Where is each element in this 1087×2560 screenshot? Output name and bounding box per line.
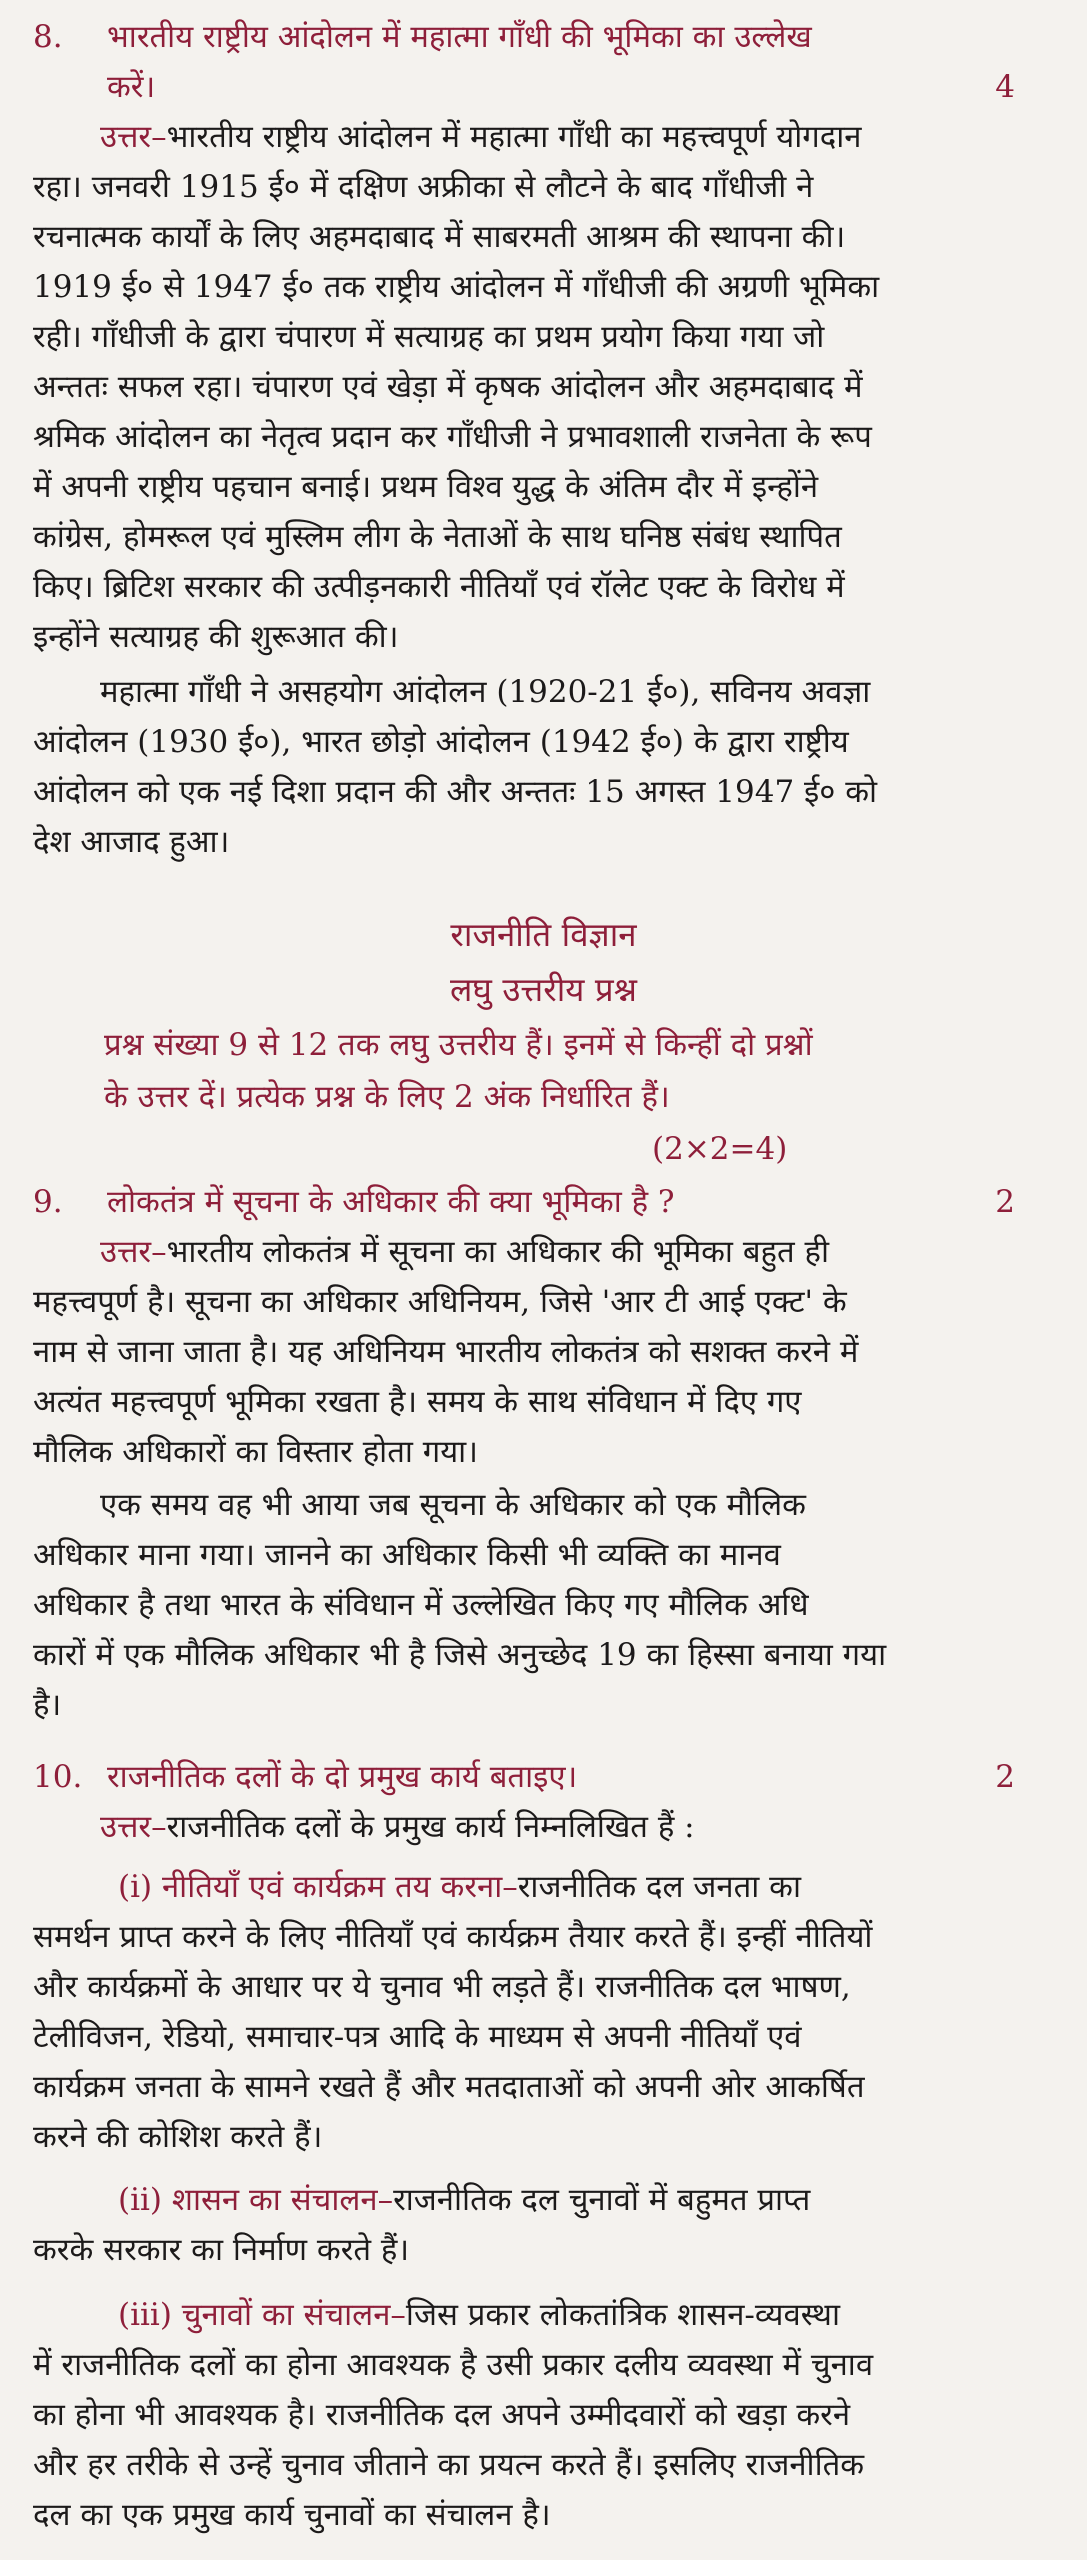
point-label: (i) नीतियाँ एवं कार्यक्रम तय करना–: [118, 1869, 518, 1905]
point-text: जिस प्रकार लोकतांत्रिक शासन-व्यवस्था: [405, 2297, 840, 2333]
point-text: राजनीतिक दल चुनावों में बहुमत प्राप्त: [393, 2182, 811, 2218]
q8-answer-text: भारतीय राष्ट्रीय आंदोलन में महात्मा गाँधी का महत्त्वपूर्ण योगदान: [166, 119, 862, 155]
point-label: (iii) चुनावों का संचालन–: [118, 2297, 406, 2333]
q8-line: महात्मा गाँधी ने असहयोग आंदोलन (1920-21 ई०), सविनय अवज्ञा: [100, 674, 871, 710]
q8-line: 1919 ई० से 1947 ई० तक राष्ट्रीय आंदोलन में गाँधीजी की अग्रणी भूमिका: [33, 269, 880, 305]
q10-point-i-line: कार्यक्रम जनता के सामने रखते हैं और मतदाताओं को अपनी ओर आकर्षित: [33, 2069, 865, 2105]
q9-line: मौलिक अधिकारों का विस्तार होता गया।: [33, 1434, 478, 1470]
q9-line: कारों में एक मौलिक अधिकार भी है जिसे अनुच्छेद 19 का हिस्सा बनाया गया: [33, 1637, 887, 1673]
q8-line: आंदोलन को एक नई दिशा प्रदान की और अन्ततः 15 अगस्त 1947 ई० को: [33, 774, 878, 810]
q8-question-text: भारतीय राष्ट्रीय आंदोलन में महात्मा गाँधी की भूमिका का उल्लेख: [107, 19, 812, 55]
section-marks-formula: (2×2=4): [652, 1131, 788, 1167]
q10-point-iii-line: दल का एक प्रमुख कार्य चुनावों का संचालन है।: [33, 2497, 551, 2533]
q10-point-ii: [0, 2175, 1087, 2225]
section-instruction-line1: प्रश्न संख्या 9 से 12 तक लघु उत्तरीय हैं। इनमें से किन्हीं दो प्रश्नों: [104, 1027, 813, 1063]
q8-question-text-cont: करें।: [107, 69, 156, 105]
q9-line: अधिकार है तथा भारत के संविधान में उल्लेखित किए गए मौलिक अधि: [33, 1587, 809, 1623]
q9-number: 9.: [33, 1184, 63, 1220]
q9-answer-line: [0, 1227, 1087, 1277]
q9-line: एक समय वह भी आया जब सूचना के अधिकार को एक मौलिक: [100, 1487, 806, 1523]
q10-answer-intro: राजनीतिक दलों के प्रमुख कार्य निम्नलिखित हैं :: [166, 1809, 695, 1845]
q8-line: किए। ब्रिटिश सरकार की उत्पीड़नकारी नीतियाँ एवं रॉलेट एक्ट के विरोध में: [33, 569, 845, 605]
q10-point-i-line: और कार्यक्रमों के आधार पर ये चुनाव भी लड़ते हैं। राजनीतिक दल भाषण,: [33, 1969, 851, 2005]
q9-line: अत्यंत महत्त्वपूर्ण भूमिका रखता है। समय के साथ संविधान में दिए गए: [33, 1384, 802, 1420]
q9-line: नाम से जाना जाता है। यह अधिनियम भारतीय लोकतंत्र को सशक्त करने में: [33, 1334, 859, 1370]
section-subject: राजनीति विज्ञान: [450, 915, 637, 954]
q8-line: रही। गाँधीजी के द्वारा चंपारण में सत्याग्रह का प्रथम प्रयोग किया गया जो: [33, 319, 825, 355]
q8-line: में अपनी राष्ट्रीय पहचान बनाई। प्रथम विश्व युद्ध के अंतिम दौर में इन्होंने: [33, 469, 819, 505]
q8-line: अन्ततः सफल रहा। चंपारण एवं खेड़ा में कृषक आंदोलन और अहमदाबाद में: [33, 369, 863, 405]
q10-answer-label: उत्तर–: [100, 1809, 167, 1845]
q9-question-line: [0, 1177, 1087, 1227]
q10-number: 10.: [33, 1759, 83, 1795]
point-label: (ii) शासन का संचालन–: [118, 2182, 394, 2218]
q8-line: रहा। जनवरी 1915 ई० में दक्षिण अफ्रीका से लौटने के बाद गाँधीजी ने: [33, 169, 814, 205]
q8-answer-line: [0, 112, 1087, 162]
q10-point-i-line: समर्थन प्राप्त करने के लिए नीतियाँ एवं कार्यक्रम तैयार करते हैं। इन्हीं नीतियों: [33, 1919, 873, 1955]
q10-answer-line: [0, 1802, 1087, 1852]
section-type: लघु उत्तरीय प्रश्न: [449, 970, 638, 1009]
q10-marks: 2: [995, 1759, 1015, 1795]
point-text: राजनीतिक दल जनता का: [517, 1869, 801, 1905]
q10-point-iii-line: और हर तरीके से उन्हें चुनाव जीताने का प्रयत्न करते हैं। इसलिए राजनीतिक: [33, 2447, 865, 2483]
q10-point-iii-line: में राजनीतिक दलों का होना आवश्यक है उसी प्रकार दलीय व्यवस्था में चुनाव: [33, 2347, 874, 2383]
q10-question-line: [0, 1752, 1087, 1802]
q10-question-text: राजनीतिक दलों के दो प्रमुख कार्य बताइए।: [107, 1759, 578, 1795]
q9-line: है।: [33, 1687, 62, 1723]
q8-question-line1: [0, 12, 1087, 62]
q10-point-iii: [0, 2290, 1087, 2340]
q8-line: देश आजाद हुआ।: [33, 824, 230, 860]
q9-line: महत्त्वपूर्ण है। सूचना का अधिकार अधिनियम, जिसे 'आर टी आई एक्ट' के: [33, 1284, 847, 1320]
section-instruction-line2: के उत्तर दें। प्रत्येक प्रश्न के लिए 2 अंक निर्धारित हैं।: [104, 1079, 670, 1115]
q10-point-i-line: टेलीविजन, रेडियो, समाचार-पत्र आदि के माध्यम से अपनी नीतियाँ एवं: [33, 2019, 802, 2055]
q9-answer-text: भारतीय लोकतंत्र में सूचना का अधिकार की भूमिका बहुत ही: [166, 1234, 829, 1270]
q10-point-ii-line: करके सरकार का निर्माण करते हैं।: [33, 2232, 410, 2268]
q10-point-i-line: करने की कोशिश करते हैं।: [33, 2119, 323, 2155]
q8-line: रचनात्मक कार्यों के लिए अहमदाबाद में साबरमती आश्रम की स्थापना की।: [33, 219, 846, 255]
q9-question-text: लोकतंत्र में सूचना के अधिकार की क्या भूमिका है ?: [107, 1184, 675, 1220]
q8-number: 8.: [33, 19, 63, 55]
q8-marks: 4: [995, 69, 1015, 105]
q8-question-line2: [0, 62, 1087, 112]
q9-line: अधिकार माना गया। जानने का अधिकार किसी भी व्यक्ति का मानव: [33, 1537, 781, 1573]
q8-line: श्रमिक आंदोलन का नेतृत्व प्रदान कर गाँधीजी ने प्रभावशाली राजनेता के रूप: [33, 419, 872, 455]
q10-point-i: [0, 1862, 1087, 1912]
q9-marks: 2: [995, 1184, 1015, 1220]
q8-line: कांग्रेस, होमरूल एवं मुस्लिम लीग के नेताओं के साथ घनिष्ठ संबंध स्थापित: [33, 519, 842, 555]
q9-answer-label: उत्तर–: [100, 1234, 167, 1270]
q10-point-iii-line: का होना भी आवश्यक है। राजनीतिक दल अपने उम्मीदवारों को खड़ा करने: [33, 2397, 851, 2433]
q8-answer-label: उत्तर–: [100, 119, 167, 155]
q8-line: इन्होंने सत्याग्रह की शुरूआत की।: [33, 619, 399, 655]
q8-line: आंदोलन (1930 ई०), भारत छोड़ो आंदोलन (1942 ई०) के द्वारा राष्ट्रीय: [33, 724, 849, 760]
